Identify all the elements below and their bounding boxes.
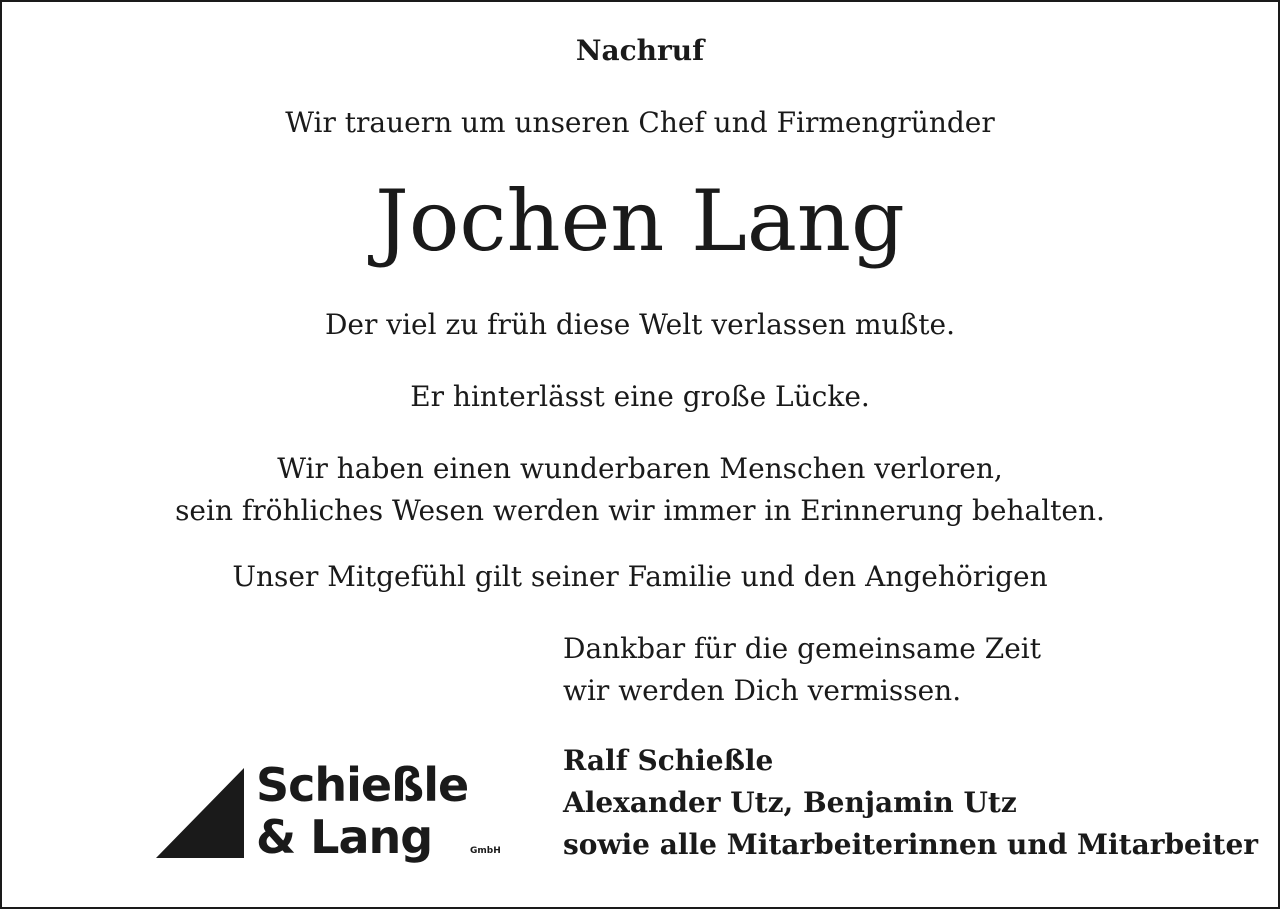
paragraph-3 xyxy=(0,448,1280,532)
signer-line-3: sowie alle Mitarbeiterinnen und Mitarbeiter xyxy=(563,828,1259,861)
paragraph-3-line-1: Wir haben einen wunderbaren Menschen verloren, xyxy=(277,452,1003,485)
thanks-line-2: wir werden Dich vermissen. xyxy=(563,674,962,707)
logo-name-line-2: & Lang xyxy=(256,810,433,864)
triangle-logo-icon xyxy=(156,760,252,860)
notice-heading: Nachruf xyxy=(575,34,705,67)
thanks-block xyxy=(563,628,1041,712)
company-logo xyxy=(156,760,536,880)
paragraph-4: Unser Mitgefühl gilt seiner Familie und den Angehörigen xyxy=(232,560,1048,593)
paragraph-2: Er hinterlässt eine große Lücke. xyxy=(410,380,870,413)
signer-line-1: Ralf Schießle xyxy=(563,744,774,777)
signers-block xyxy=(563,740,1258,866)
paragraph-1: Der viel zu früh diese Welt verlassen mußte. xyxy=(324,308,956,341)
thanks-line-1: Dankbar für die gemeinsame Zeit xyxy=(563,632,1041,665)
paragraph-3-line-2: sein fröhliches Wesen werden wir immer in Erinnerung behalten. xyxy=(175,494,1105,527)
signer-line-2: Alexander Utz, Benjamin Utz xyxy=(563,786,1017,819)
deceased-name: Jochen Lang xyxy=(375,172,905,270)
notice-intro: Wir trauern um unseren Chef und Firmengründer xyxy=(285,106,995,139)
logo-suffix: GmbH xyxy=(470,846,501,856)
logo-name-line-1: Schießle xyxy=(256,758,469,812)
